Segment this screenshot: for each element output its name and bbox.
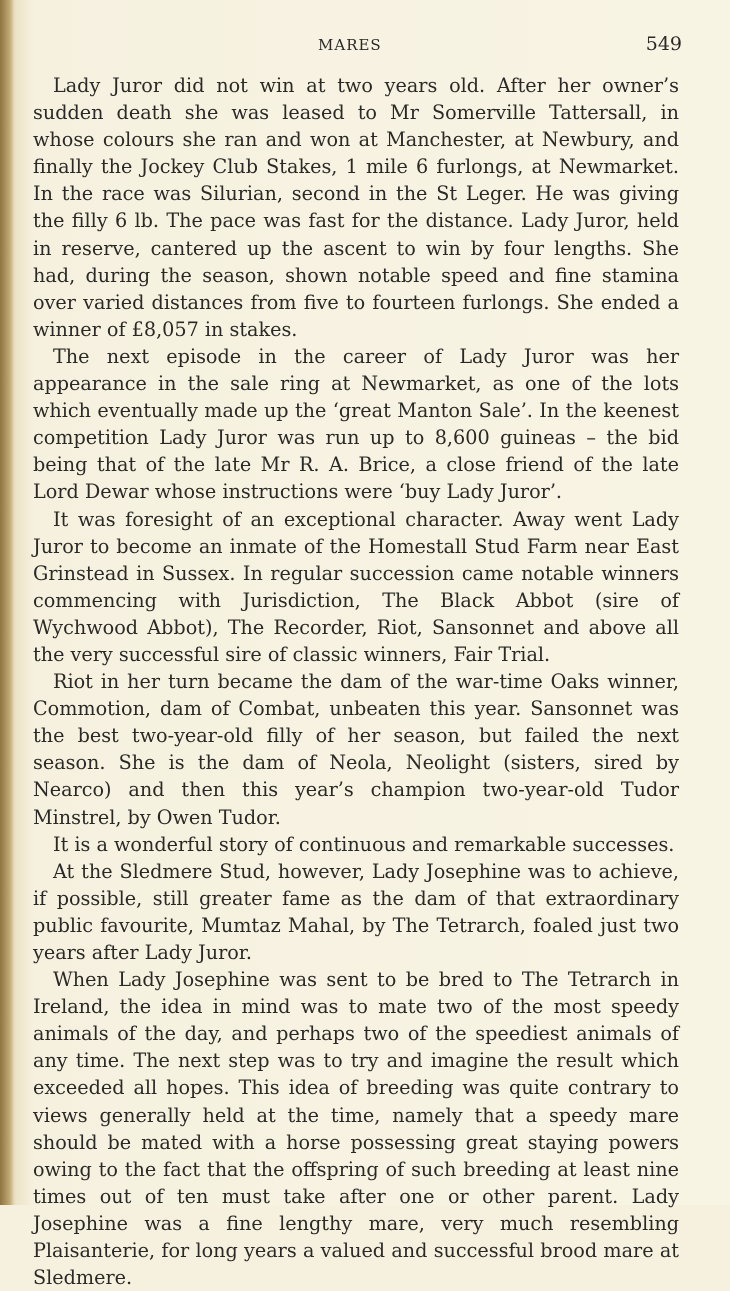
page-binding-shadow xyxy=(0,0,14,1205)
paragraph-wonderful-story: It is a wonderful story of continuous and remarkable successes. xyxy=(53,832,675,856)
page-number: 549 xyxy=(645,33,682,55)
paragraph-sledmere-stud: At the Sledmere Stud, however, Lady Josephine was to achieve, if possible, still greater fame as the dam of that extraordinary public favourite, Mumtaz Mahal, by The Tetrarch, foaled just two years after Lady Juror. xyxy=(33,859,679,964)
paragraph-homestall-stud: It was foresight of an exceptional character. Away went Lady Juror to become an inmate of the Homestall Stud Farm near East Grinstead in Sussex. In regular succession came notable winners commencing with Jurisdiction, The Black Abbot (sire of Wychwood Abbot), The Recorder, Riot, Sansonnet and above all the very successful sire of classic winners, Fair Trial. xyxy=(33,507,679,666)
paragraph-lady-josephine: When Lady Josephine was sent to be bred to The Tetrarch in Ireland, the idea in mind was to mate two of the most speedy animals of the day, and perhaps two of the speediest animals of any time. The next step was to try and imagine the result which exceeded all hopes. This idea of breeding was quite contrary to views generally held at the time, namely that a speedy mare should be mated with a horse possessing great staying powers owing to the fact that the offspring of such breeding at least nine times out of ten must take after one or other parent. Lady Josephine was a fine lengthy mare, very much resembling Plaisanterie, for long years a valued and successful brood mare at Sledmere. xyxy=(33,968,679,1290)
paragraph-manton-sale: The next episode in the career of Lady Juror was her appearance in the sale ring at Newmarket, as one of the lots which eventually made up the ‘great Manton Sale’. In the keenest competition Lady Juror was run up to 8,600 guineas – the bid being that of the late Mr R. A. Brice, a close friend of the late Lord Dewar whose instructions were ‘buy Lady Juror’. xyxy=(33,344,679,504)
running-head xyxy=(0,33,730,60)
running-title: MARES xyxy=(318,36,382,54)
paragraph-riot-sansonnet: Riot in her turn became the dam of the war-time Oaks winner, Commotion, dam of Combat, unbeaten this year. Sansonnet was the best two-year-old filly of her season, but failed the next season. She is the dam of Neola, Neolight (sisters, sired by Nearco) and then this year’s champion two-year-old Tudor Minstrel, by Owen Tudor. xyxy=(33,670,679,829)
body-text xyxy=(33,72,679,1291)
paragraph-lady-juror-racing: Lady Juror did not win at two years old. After her owner’s sudden death she was leased to Mr Somerville Tattersall, in whose colours she ran and won at Manchester, at Newbury, and finally the Jockey Club Stakes, 1 mile 6 furlongs, at Newmarket. In the race was Silurian, second in the St Leger. He was giving the filly 6 lb. The pace was fast for the distance. Lady Juror, held in reserve, cantered up the ascent to win by four lengths. She had, during the season, shown notable speed and fine stamina over varied distances from five to fourteen furlongs. She ended a winner of £8,057 in stakes. xyxy=(33,74,679,341)
